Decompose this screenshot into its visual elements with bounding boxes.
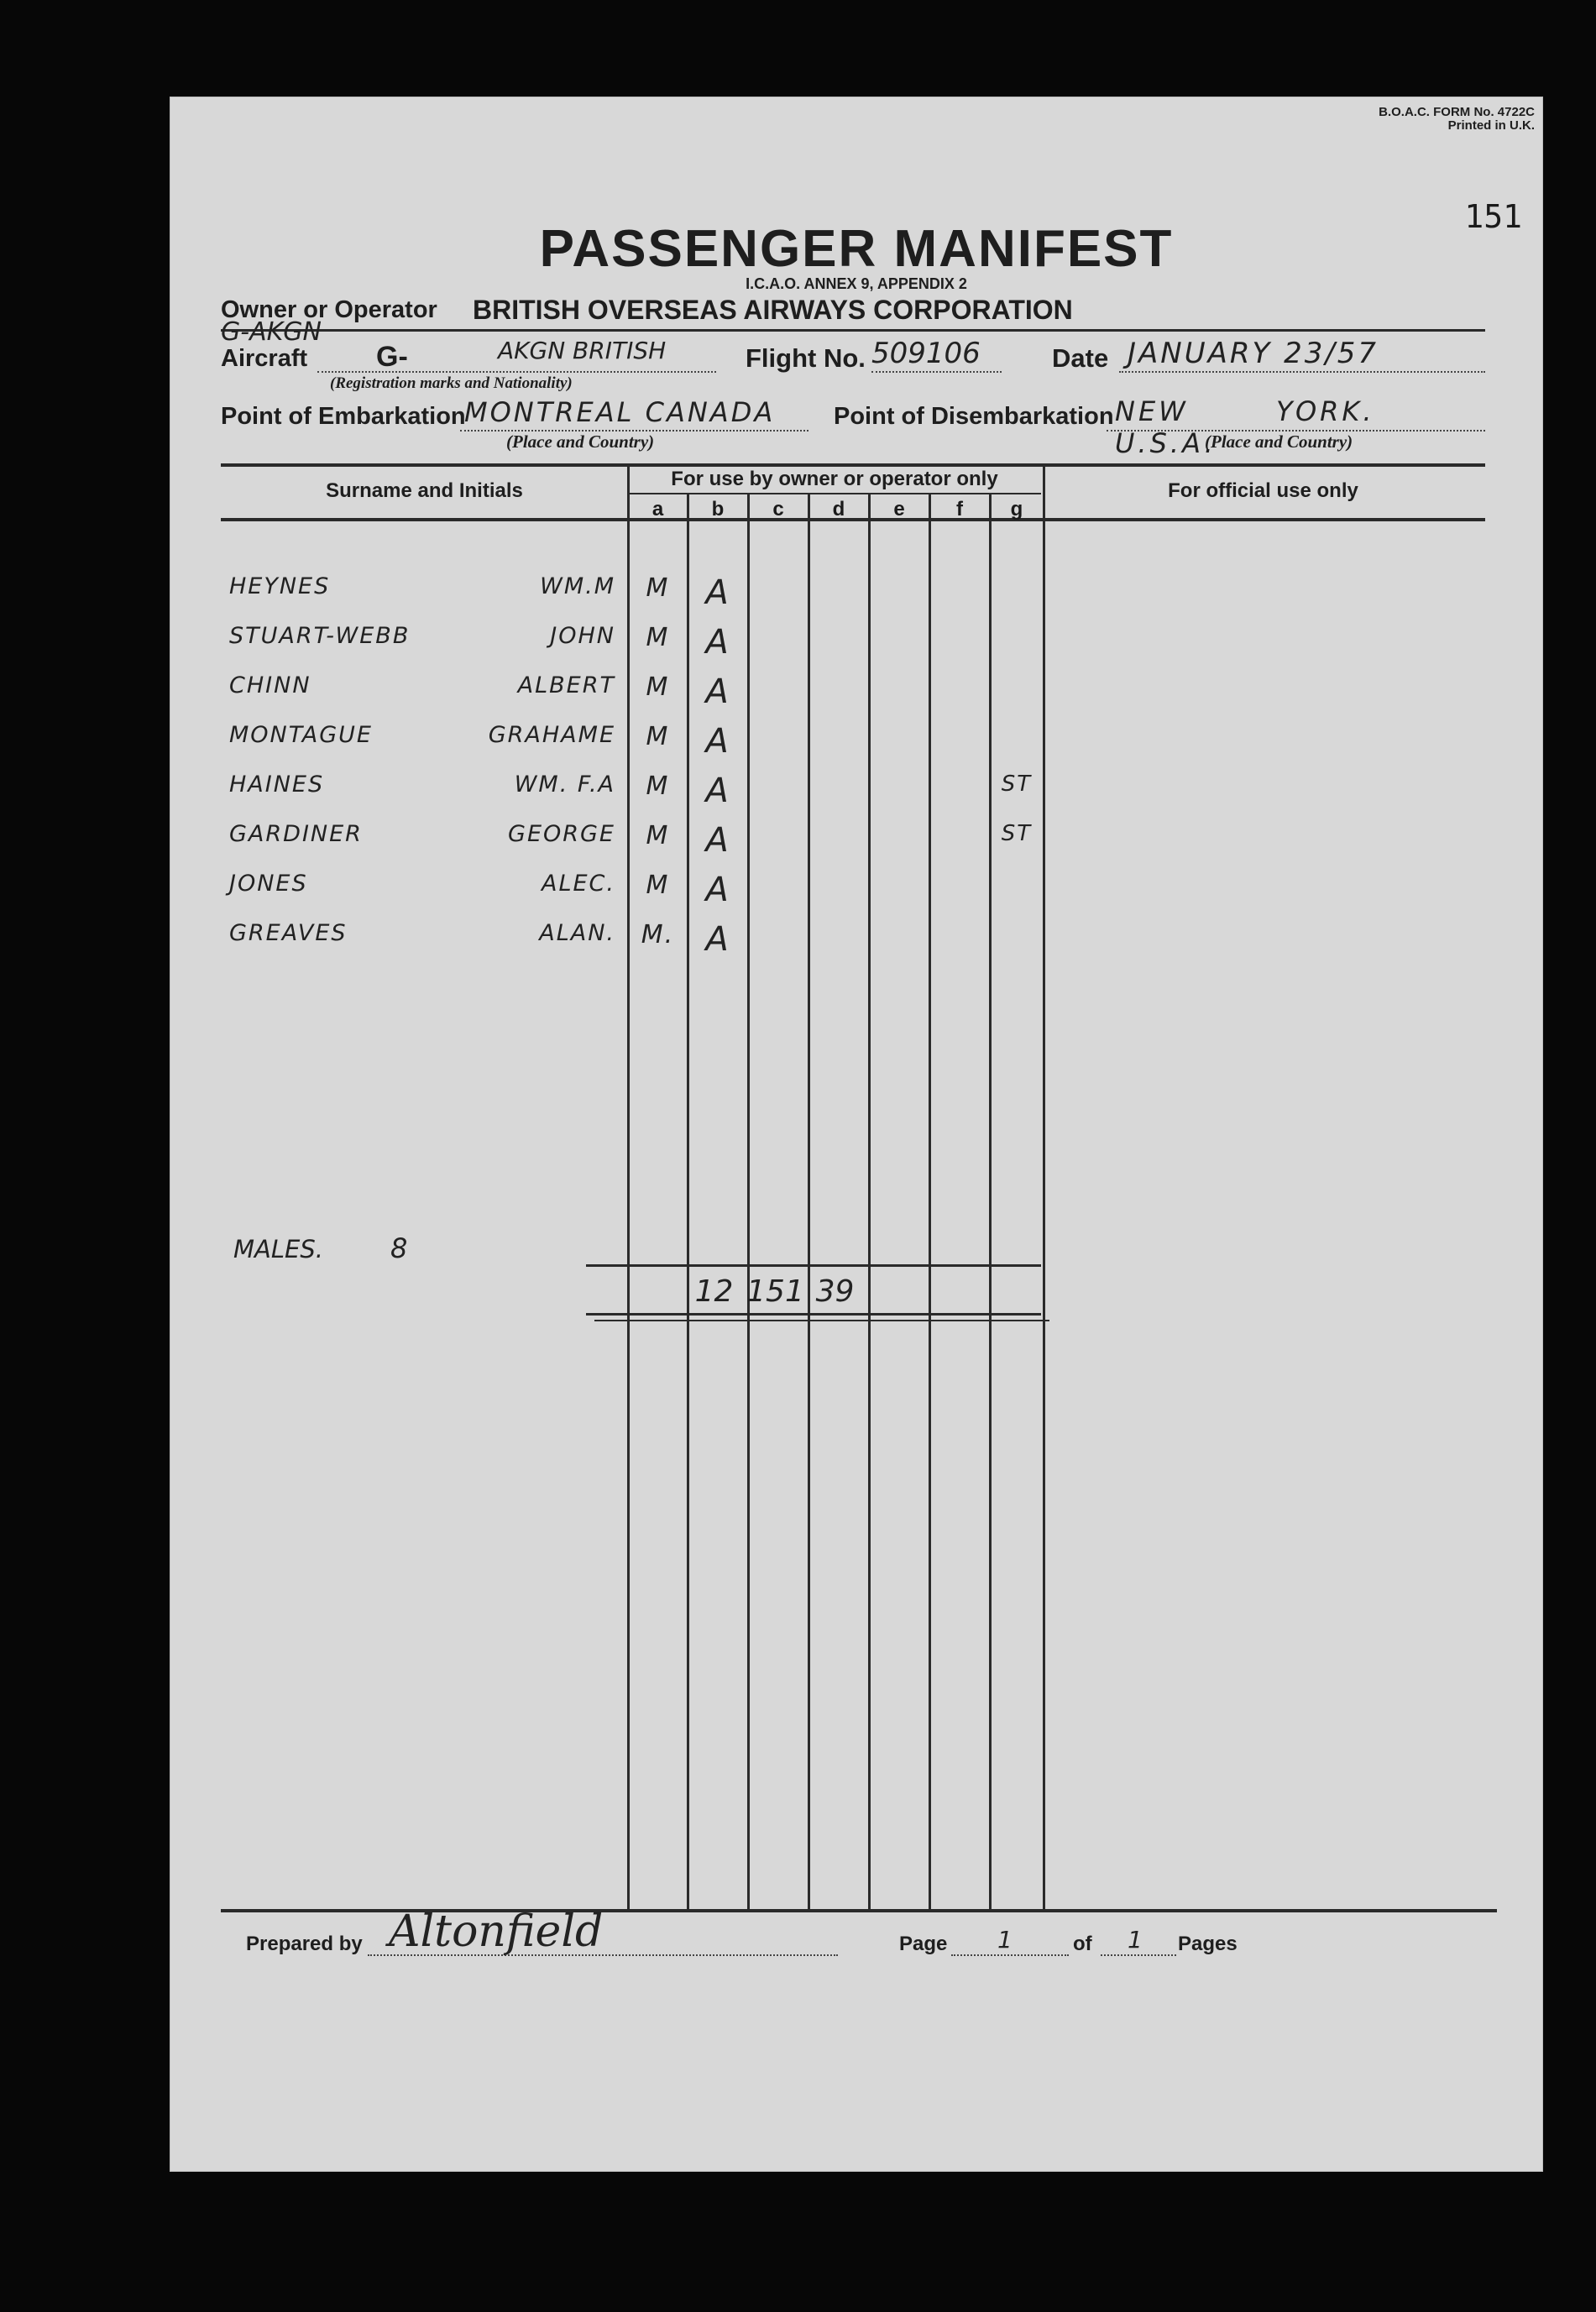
passenger-initials: ALBERT: [517, 672, 615, 698]
manifest-page: [170, 97, 1543, 2172]
flight-label: Flight No.: [746, 343, 866, 373]
passenger-surname: MONTAGUE: [229, 722, 373, 748]
totals-bottom-rule: [586, 1313, 1041, 1316]
cell-a: M: [646, 821, 670, 850]
column-line: [989, 494, 992, 1911]
owner-label: Owner or Operator: [221, 296, 437, 323]
passenger-surname: GREAVES: [229, 920, 348, 946]
total-d: 39: [815, 1274, 855, 1309]
cell-b: A: [705, 623, 730, 662]
surname-header: Surname and Initials: [326, 479, 523, 502]
column-line: [868, 494, 871, 1911]
cell-a: M: [646, 573, 670, 603]
column-header-d: d: [832, 498, 845, 520]
column-header-f: f: [956, 498, 963, 520]
date-dotted: [1119, 371, 1485, 373]
flight-value: 509106: [871, 337, 981, 370]
passenger-initials: GEORGE: [508, 821, 615, 847]
totals-top-rule: [586, 1264, 1041, 1267]
passenger-initials: JOHN: [550, 623, 615, 649]
table-top-rule: [221, 463, 1485, 467]
prepared-label: Prepared by: [246, 1933, 363, 1955]
cell-g: ST: [1001, 821, 1033, 846]
of-value: 1: [1128, 1926, 1143, 1954]
passenger-surname: JONES: [229, 871, 308, 897]
date-value: JANUARY 23/57: [1128, 337, 1379, 370]
page-value: 1: [997, 1926, 1013, 1954]
embarkation-value: MONTREAL CANADA: [464, 396, 776, 428]
passenger-initials: WM.M: [540, 573, 615, 599]
cell-a: M: [646, 772, 670, 801]
of-dotted: [1101, 1954, 1176, 1956]
owner-rule: [221, 329, 1485, 332]
aircraft-dotted: [317, 371, 716, 373]
column-header-e: e: [893, 498, 905, 520]
passenger-initials: ALAN.: [539, 920, 615, 946]
aircraft-caption: (Registration marks and Nationality): [330, 374, 573, 392]
owner-value: BRITISH OVERSEAS AIRWAYS CORPORATION: [473, 295, 1073, 325]
aircraft-label: Aircraft: [221, 345, 308, 372]
column-line: [929, 494, 931, 1911]
totals-double-rule: [594, 1320, 1049, 1321]
page-subtitle: I.C.A.O. ANNEX 9, APPENDIX 2: [746, 275, 967, 292]
cell-a: M: [646, 623, 670, 652]
aircraft-value: AKGN BRITISH: [498, 337, 667, 364]
pages-label: Pages: [1178, 1933, 1238, 1955]
embarkation-label: Point of Embarkation: [221, 403, 466, 430]
page-dotted: [951, 1954, 1069, 1956]
page-title: PASSENGER MANIFEST: [539, 220, 1174, 278]
column-header-b: b: [711, 498, 725, 520]
date-label: Date: [1052, 343, 1109, 373]
column-line: [808, 494, 810, 1911]
males-count: 8: [390, 1232, 408, 1264]
signature: Altonfield: [389, 1907, 604, 1957]
official-header: For official use only: [1168, 479, 1358, 502]
males-label: MALES.: [233, 1235, 323, 1263]
disembarkation-caption: (Place and Country): [1205, 432, 1353, 452]
disembarkation-value: NEW YORK. U.S.A.: [1115, 395, 1375, 459]
cell-b: A: [705, 821, 730, 860]
passenger-initials: ALEC.: [541, 871, 615, 897]
page-label: Page: [899, 1933, 948, 1955]
cell-g: ST: [1001, 772, 1033, 797]
cell-a: M: [646, 871, 670, 900]
embarkation-caption: (Place and Country): [506, 432, 655, 452]
operator-header-rule: [628, 493, 1041, 494]
passenger-surname: STUART-WEBB: [229, 623, 411, 649]
column-header-c: c: [772, 498, 784, 520]
cell-a: M.: [641, 920, 675, 949]
flight-dotted: [871, 371, 1002, 373]
page-number: 151: [1464, 198, 1522, 235]
passenger-surname: HAINES: [229, 772, 325, 798]
cell-b: A: [705, 722, 730, 761]
cell-b: A: [705, 573, 730, 612]
cell-a: M: [646, 722, 670, 751]
passenger-initials: GRAHAME: [488, 722, 615, 748]
passenger-surname: CHINN: [229, 672, 311, 698]
form-code: [1295, 106, 1535, 133]
passenger-surname: HEYNES: [229, 573, 331, 599]
column-header-g: g: [1010, 498, 1023, 520]
cell-a: M: [646, 672, 670, 702]
registration-note: G-AKGN: [221, 317, 322, 347]
cell-b: A: [705, 772, 730, 810]
cell-b: A: [705, 871, 730, 909]
operator-header: For use by owner or operator only: [671, 468, 998, 490]
cell-b: A: [705, 672, 730, 711]
aircraft-prefix: G-: [376, 341, 408, 373]
form-code-line2: Printed in U.K.: [1447, 118, 1535, 133]
total-b: 12: [694, 1274, 734, 1309]
column-header-a: a: [651, 498, 664, 520]
passenger-initials: WM. F.A: [514, 772, 615, 798]
of-label: of: [1073, 1933, 1092, 1955]
cell-b: A: [705, 920, 730, 959]
passenger-surname: GARDINER: [229, 821, 363, 847]
column-line: [1043, 465, 1045, 1911]
total-c: 151: [746, 1274, 804, 1309]
disembarkation-label: Point of Disembarkation: [834, 403, 1114, 430]
form-code-line1: B.O.A.C. FORM No. 4722C: [1379, 105, 1535, 119]
